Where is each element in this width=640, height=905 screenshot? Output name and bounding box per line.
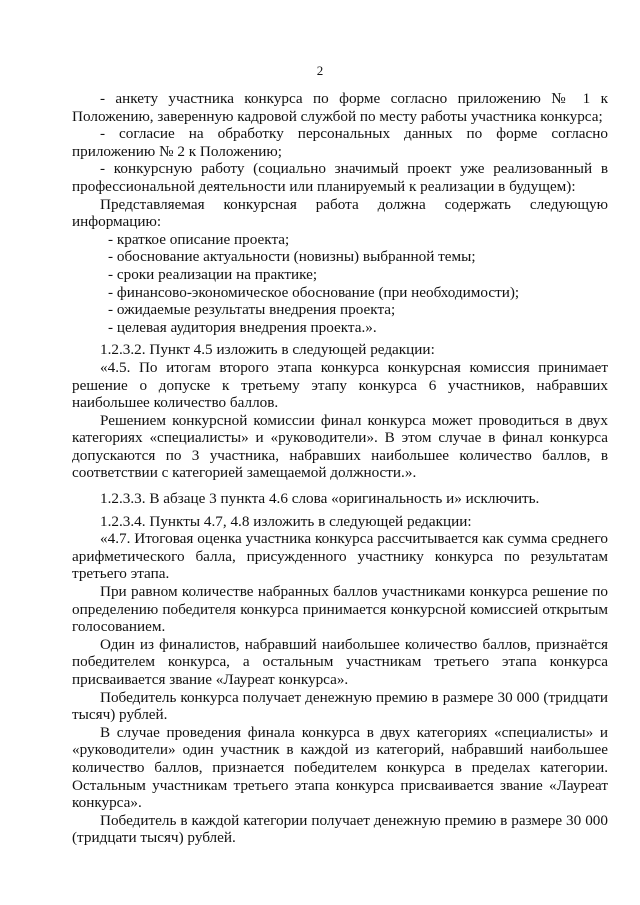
section-heading: 1.2.3.3. В абзаце 3 пункта 4.6 слова «оригинальность и» исключить.: [100, 490, 540, 508]
paragraph: Победитель конкурса получает денежную премию в размере 30 000 (тридцати тысяч) рублей.: [72, 688, 608, 724]
page-number: 2: [316, 63, 324, 78]
paragraph: В случае проведения финала конкурса в двух категориях «специалисты» и «руководители» один участник в каждой из категорий, набравший наибольшее количество баллов, признается победителем конкурса в пределах категории. Остальным участникам третьего этапа конкурса присваивается звание «Лауреат конкурса».: [72, 723, 608, 812]
paragraph: Один из финалистов, набравший наибольшее количество баллов, признаётся победителем конкурса, а остальным участникам третьего этапа конкурса присваивается звание «Лауреат конкурса».: [72, 635, 608, 688]
list-item: - целевая аудитория внедрения проекта.».: [108, 318, 377, 336]
list-item: - финансово-экономическое обоснование (при необходимости);: [108, 283, 520, 301]
section-heading: 1.2.3.2. Пункт 4.5 изложить в следующей редакции:: [100, 341, 435, 359]
paragraph: При равном количестве набранных баллов участниками конкурса решение по определению победителя конкурса принимается конкурсной комиссией открытым голосованием.: [72, 583, 608, 636]
document-body: [72, 90, 608, 847]
paragraph: - анкету участника конкурса по форме согласно приложению № 1 к Положению, заверенную кадровой службой по месту работы участника конкурса;: [72, 90, 608, 125]
paragraph: - согласие на обработку персональных данных по форме согласно приложению № 2 к Положению;: [72, 125, 608, 160]
paragraph: Представляемая конкурсная работа должна содержать следующую информацию:: [72, 195, 608, 231]
list-item: - обоснование актуальности (новизны) выбранной темы;: [108, 248, 476, 266]
paragraph: «4.5. По итогам второго этапа конкурса конкурсная комиссия принимает решение о допуске к третьему этапу конкурса 6 участников, набравших наибольшее количество баллов.: [72, 358, 608, 412]
list-item: - ожидаемые результаты внедрения проекта;: [108, 301, 396, 319]
paragraph: «4.7. Итоговая оценка участника конкурса рассчитывается как сумма среднего арифметического балла, присужденного участнику конкурса по результатам третьего этапа.: [72, 530, 608, 583]
paragraph: Решением конкурсной комиссии финал конкурса может проводиться в двух категориях «специалисты» и «руководители». В этом случае в финал конкурса допускаются по 3 участника, набравших наибольшее количество баллов, в соответствии с категорией замещаемой должности.».: [72, 411, 608, 482]
list-item: - сроки реализации на практике;: [108, 265, 318, 283]
list-item: - краткое описание проекта;: [108, 230, 290, 248]
paragraph: Победитель в каждой категории получает денежную премию в размере 30 000 (тридцати тысяч) рублей.: [72, 811, 608, 847]
section-heading: 1.2.3.4. Пункты 4.7, 4.8 изложить в следующей редакции:: [100, 512, 472, 530]
paragraph: - конкурсную работу (социально значимый проект уже реализованный в профессиональной деятельности или планируемый к реализации в будущем):: [72, 160, 608, 195]
